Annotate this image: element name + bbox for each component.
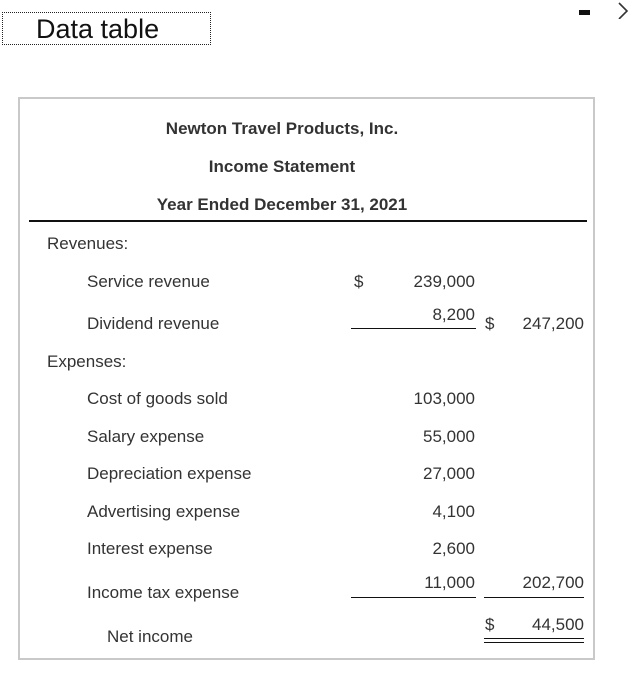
window-controls	[574, 0, 634, 24]
depreciation-expense-label: Depreciation expense	[87, 464, 252, 483]
statement-name: Income Statement	[208, 157, 356, 176]
close-button[interactable]	[615, 1, 633, 19]
net-income-double-rule-top	[484, 638, 584, 639]
expenses-subtotal-rule	[351, 597, 476, 598]
advertising-expense-label: Advertising expense	[87, 502, 241, 521]
data-table-title[interactable]: Data table	[2, 12, 211, 45]
income-tax-expense-amount: 11,000	[424, 573, 475, 592]
net-income-currency: $	[485, 615, 495, 634]
interest-expense-amount: 2,600	[432, 539, 475, 558]
income-statement-table	[18, 97, 595, 660]
expenses-total-amount: 202,700	[522, 573, 584, 592]
company-name: Newton Travel Products, Inc.	[165, 119, 399, 138]
depreciation-expense-amount: 27,000	[423, 464, 475, 483]
revenue-total-amount: 247,200	[522, 314, 584, 333]
service-revenue-label: Service revenue	[87, 272, 210, 291]
cogs-amount: 103,000	[413, 389, 475, 408]
net-income-label: Net income	[107, 627, 193, 646]
revenue-subtotal-rule	[351, 328, 476, 329]
header-rule	[29, 220, 587, 222]
advertising-expense-amount: 4,100	[432, 502, 475, 521]
chevron-right-icon	[615, 1, 633, 19]
dividend-revenue-amount: 8,200	[432, 305, 475, 324]
interest-expense-label: Interest expense	[87, 539, 213, 558]
income-tax-expense-label: Income tax expense	[87, 583, 240, 602]
net-income-amount: 44,500	[532, 615, 584, 634]
expenses-total-rule	[484, 597, 584, 598]
service-revenue-currency: $	[354, 272, 364, 291]
expenses-heading: Expenses:	[47, 352, 127, 371]
net-income-double-rule-bottom	[484, 642, 584, 643]
salary-expense-label: Salary expense	[87, 427, 205, 446]
minimize-button[interactable]	[579, 10, 590, 15]
service-revenue-amount: 239,000	[413, 272, 475, 291]
cogs-label: Cost of goods sold	[87, 389, 228, 408]
dividend-revenue-label: Dividend revenue	[87, 314, 220, 333]
revenues-heading: Revenues:	[47, 234, 129, 253]
statement-period: Year Ended December 31, 2021	[156, 195, 408, 214]
salary-expense-amount: 55,000	[423, 427, 475, 446]
revenue-total-currency: $	[485, 314, 495, 333]
